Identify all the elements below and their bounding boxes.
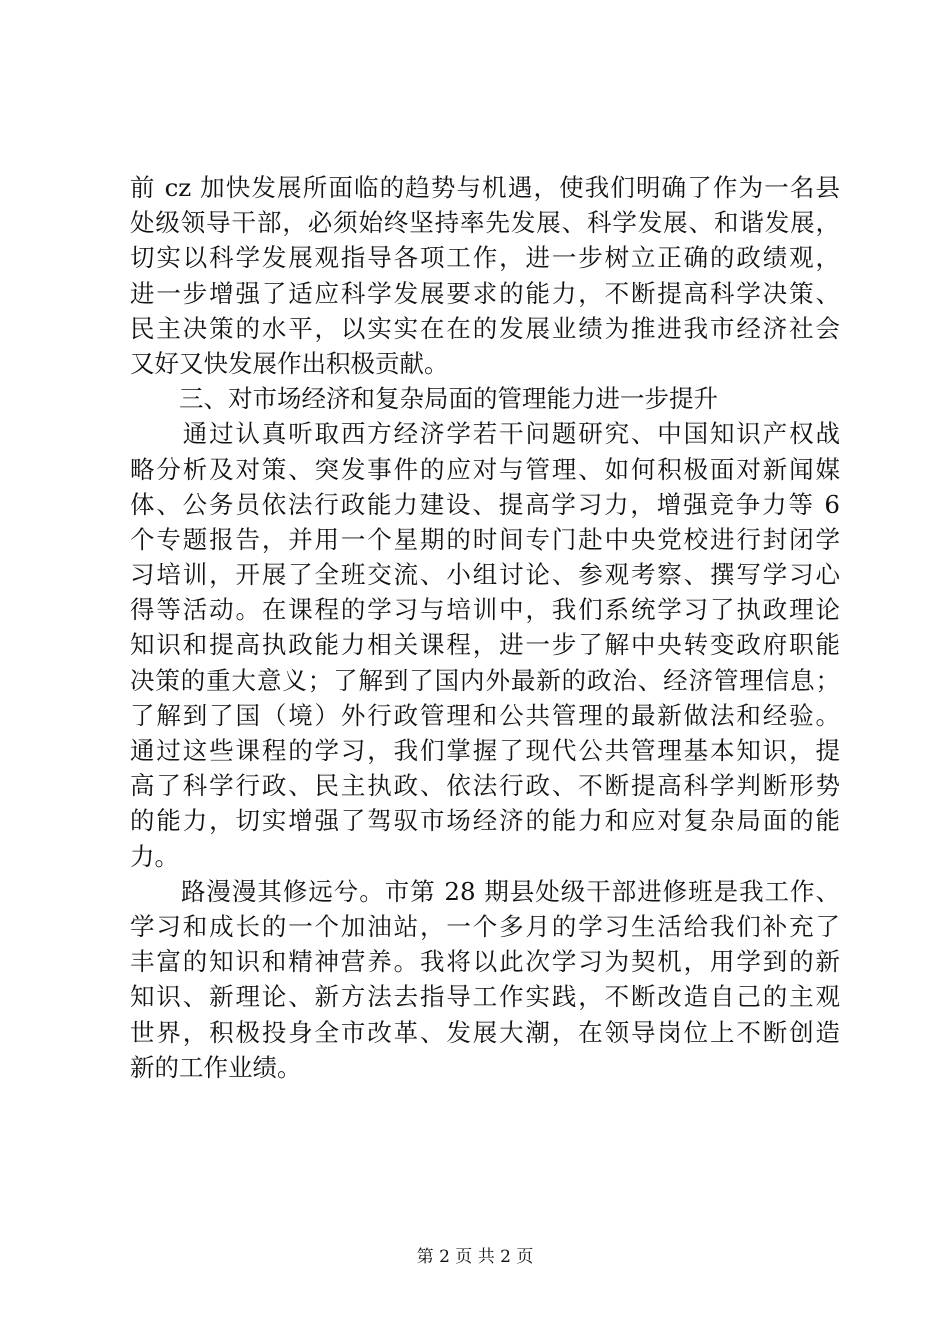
text-line: 又好又快发展作出积极贡献。 [130, 348, 449, 378]
text-line: 决策的重大意义；了解到了国内外最新的政治、经济管理信息； [130, 665, 840, 695]
text-line: 切实以科学发展观指导各项工作，进一步树立正确的政绩观， [130, 243, 840, 273]
page-footer [0, 1245, 950, 1269]
text-line: 通过认真听取西方经济学若干问题研究、中国知识产权战 [130, 419, 840, 449]
text-line: 力。 [130, 841, 179, 871]
text-line: 前 cz 加快发展所面临的趋势与机遇，使我们明确了作为一名县 [130, 173, 840, 202]
text-line: 体、公务员依法行政能力建设、提高学习力，增强竞争力等 6 [130, 489, 840, 519]
paragraph [130, 170, 840, 381]
section-heading [130, 381, 840, 416]
text-line: 得等活动。在课程的学习与培训中，我们系统学习了执政理论 [130, 595, 840, 625]
heading-text: 三、对市场经济和复杂局面的管理能力进一步提升 [130, 384, 718, 414]
text-line: 世界，积极投身全市改革、发展大潮，在领导岗位上不断创造 [130, 1017, 840, 1047]
text-line: 的能力，切实增强了驾驭市场经济的能力和应对复杂局面的能 [130, 806, 840, 836]
document-body [130, 170, 840, 1085]
text-line: 新的工作业绩。 [130, 1052, 302, 1082]
text-line: 略分析及对策、突发事件的应对与管理、如何积极面对新闻媒 [130, 454, 840, 484]
paragraph [130, 874, 840, 1085]
text-line: 通过这些课程的学习，我们掌握了现代公共管理基本知识，提 [130, 736, 840, 765]
text-line: 了解到了国（境）外行政管理和公共管理的最新做法和经验。 [130, 700, 840, 730]
text-line: 民主决策的水平，以实实在在的发展业绩为推进我市经济社会 [130, 313, 840, 343]
paragraph [130, 416, 840, 873]
page-number-label: 第 2 页 共 2 页 [416, 1247, 534, 1267]
text-line: 知识和提高执政能力相关课程，进一步了解中央转变政府职能 [130, 630, 840, 660]
text-line: 路漫漫其修远兮。市第 28 期县处级干部进修班是我工作、 [130, 876, 840, 906]
text-line: 学习和成长的一个加油站，一个多月的学习生活给我们补充了 [130, 911, 840, 941]
text-line: 高了科学行政、民主执政、依法行政、不断提高科学判断形势 [130, 771, 840, 801]
text-line: 习培训，开展了全班交流、小组讨论、参观考察、撰写学习心 [130, 560, 840, 590]
text-line: 丰富的知识和精神营养。我将以此次学习为契机，用学到的新 [130, 947, 840, 977]
text-line: 知识、新理论、新方法去指导工作实践，不断改造自己的主观 [130, 982, 840, 1012]
text-line: 处级领导干部，必须始终坚持率先发展、科学发展、和谐发展， [130, 208, 840, 238]
text-line: 进一步增强了适应科学发展要求的能力，不断提高科学决策、 [130, 278, 840, 308]
text-line: 个专题报告，并用一个星期的时间专门赴中央党校进行封闭学 [130, 524, 840, 554]
